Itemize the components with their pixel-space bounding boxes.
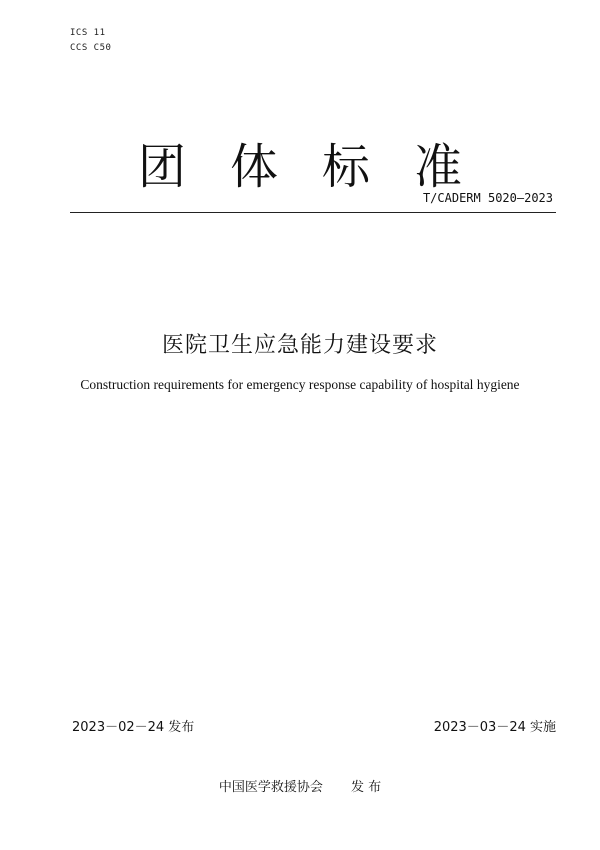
ics-code: ICS 11 xyxy=(70,28,106,38)
publisher-action: 发 布 xyxy=(350,780,382,795)
publisher-name: 中国医学救援协会 xyxy=(218,780,323,795)
implementation-date: 2023－03－24 实施 xyxy=(433,720,556,735)
standard-type-title: 团体标准 xyxy=(137,139,506,195)
document-title-en: Construction requirements for emergency response capability of hospital hygiene xyxy=(80,377,520,392)
standard-type-heading xyxy=(0,128,600,197)
ccs-code: CCS C50 xyxy=(70,43,112,53)
document-title-zh: 医院卫生应急能力建设要求 xyxy=(161,333,438,358)
standard-number: T/CADERM 5020—2023 xyxy=(422,191,553,205)
publish-date: 2023－02－24 发布 xyxy=(72,720,195,735)
publisher-line xyxy=(0,776,600,795)
header-divider xyxy=(70,212,556,213)
